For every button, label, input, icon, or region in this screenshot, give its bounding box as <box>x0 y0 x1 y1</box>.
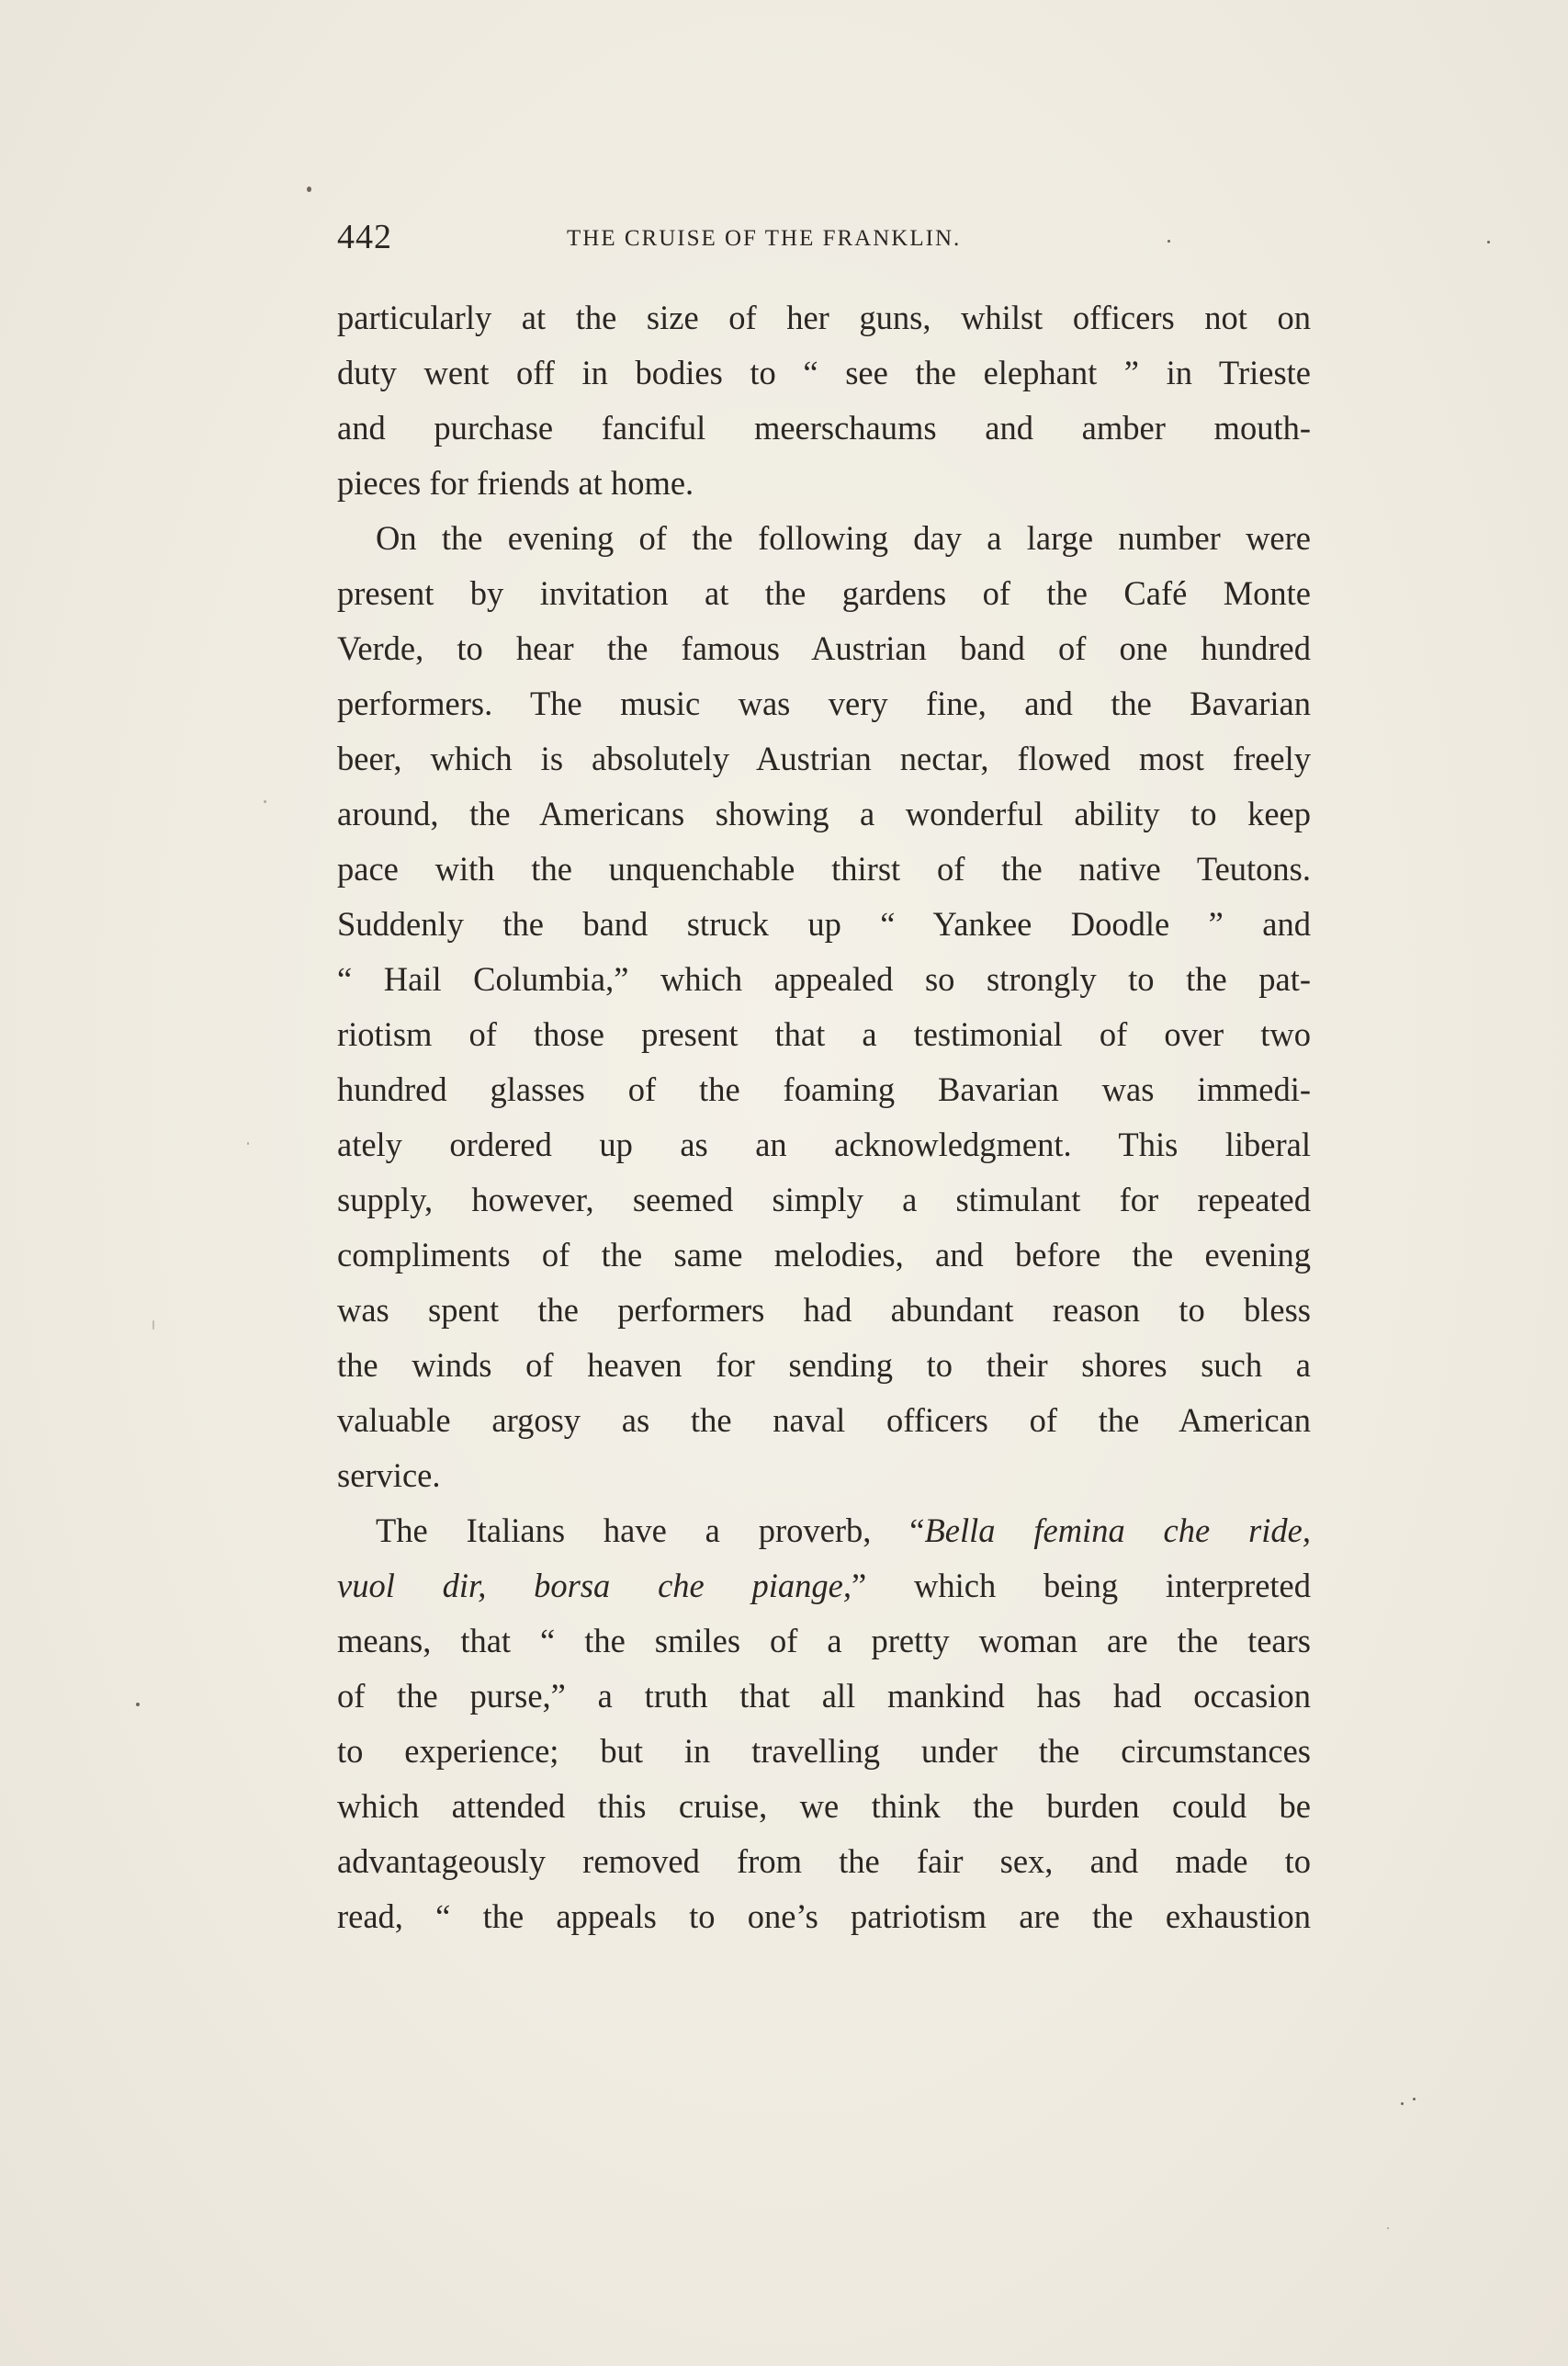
text-line: was spent the performers had abundant reason to bless <box>337 1291 1311 1329</box>
text-line: present by invitation at the gardens of the Café Monte <box>337 574 1311 612</box>
running-head: THE CRUISE OF THE FRANKLIN. <box>567 226 962 251</box>
text-line: and purchase fanciful meerschaums and amber mouth- <box>337 409 1311 447</box>
print-speck <box>1387 2227 1389 2229</box>
text-line: duty went off in bodies to “ see the elephant ” in Trieste <box>337 354 1311 391</box>
text-line: pieces for friends at home. <box>337 464 694 502</box>
italic-phrase: vuol dir, borsa che piange, <box>337 1567 852 1604</box>
text-line: ately ordered up as an acknowledgment. This liberal <box>337 1126 1311 1163</box>
page-header <box>337 217 1311 263</box>
print-speck <box>247 1142 249 1145</box>
text-line: around, the Americans showing a wonderful ability to keep <box>337 795 1311 832</box>
text-line: advantageously removed from the fair sex, and made to <box>337 1842 1311 1880</box>
text-line: compliments of the same melodies, and before the evening <box>337 1236 1311 1274</box>
text-line: the winds of heaven for sending to their shores such a <box>337 1346 1311 1384</box>
text-line: means, that “ the smiles of a pretty woman are the tears <box>337 1622 1311 1659</box>
text-line: supply, however, seemed simply a stimulant for repeated <box>337 1181 1311 1218</box>
text-line: Suddenly the band struck up “ Yankee Doodle ” and <box>337 905 1311 943</box>
text-line <box>337 1503 1311 1558</box>
text-span: The Italians have a proverb, “ <box>376 1511 925 1549</box>
print-speck <box>264 800 266 803</box>
body-text <box>337 290 1311 1963</box>
print-speck <box>152 1320 154 1330</box>
text-line <box>337 1558 1311 1613</box>
text-span: ” which being interpreted <box>852 1567 1311 1604</box>
text-line: riotism of those present that a testimonial of over two <box>337 1015 1311 1053</box>
text-line: which attended this cruise, we think the burden could be <box>337 1787 1311 1825</box>
text-line: performers. The music was very fine, and the Bavarian <box>337 685 1311 722</box>
print-speck <box>1487 241 1490 243</box>
text-line: hundred glasses of the foaming Bavarian was immedi- <box>337 1070 1311 1108</box>
print-speck <box>136 1703 140 1706</box>
text-line: read, “ the appeals to one’s patriotism are the exhaustion <box>337 1897 1311 1935</box>
text-line: Verde, to hear the famous Austrian band of one hundred <box>337 629 1311 667</box>
text-line: “ Hail Columbia,” which appealed so strongly to the pat- <box>337 960 1311 998</box>
text-line: pace with the unquenchable thirst of the native Teutons. <box>337 850 1311 888</box>
text-line: beer, which is absolutely Austrian nectar, flowed most freely <box>337 740 1311 777</box>
print-speck <box>1401 2102 1404 2105</box>
text-line: service. <box>337 1456 441 1494</box>
italic-phrase: Bella femina che ride, <box>924 1511 1311 1549</box>
text-line: to experience; but in travelling under the circumstances <box>337 1732 1311 1770</box>
print-speck <box>307 187 311 192</box>
text-line: valuable argosy as the naval officers of the American <box>337 1401 1311 1439</box>
page-number: 442 <box>337 218 392 256</box>
print-speck <box>1413 2098 1416 2100</box>
text-line: On the evening of the following day a large number were <box>376 519 1311 557</box>
text-line: of the purse,” a truth that all mankind has had occasion <box>337 1677 1311 1715</box>
text-line: particularly at the size of her guns, whilst officers not on <box>337 299 1311 336</box>
